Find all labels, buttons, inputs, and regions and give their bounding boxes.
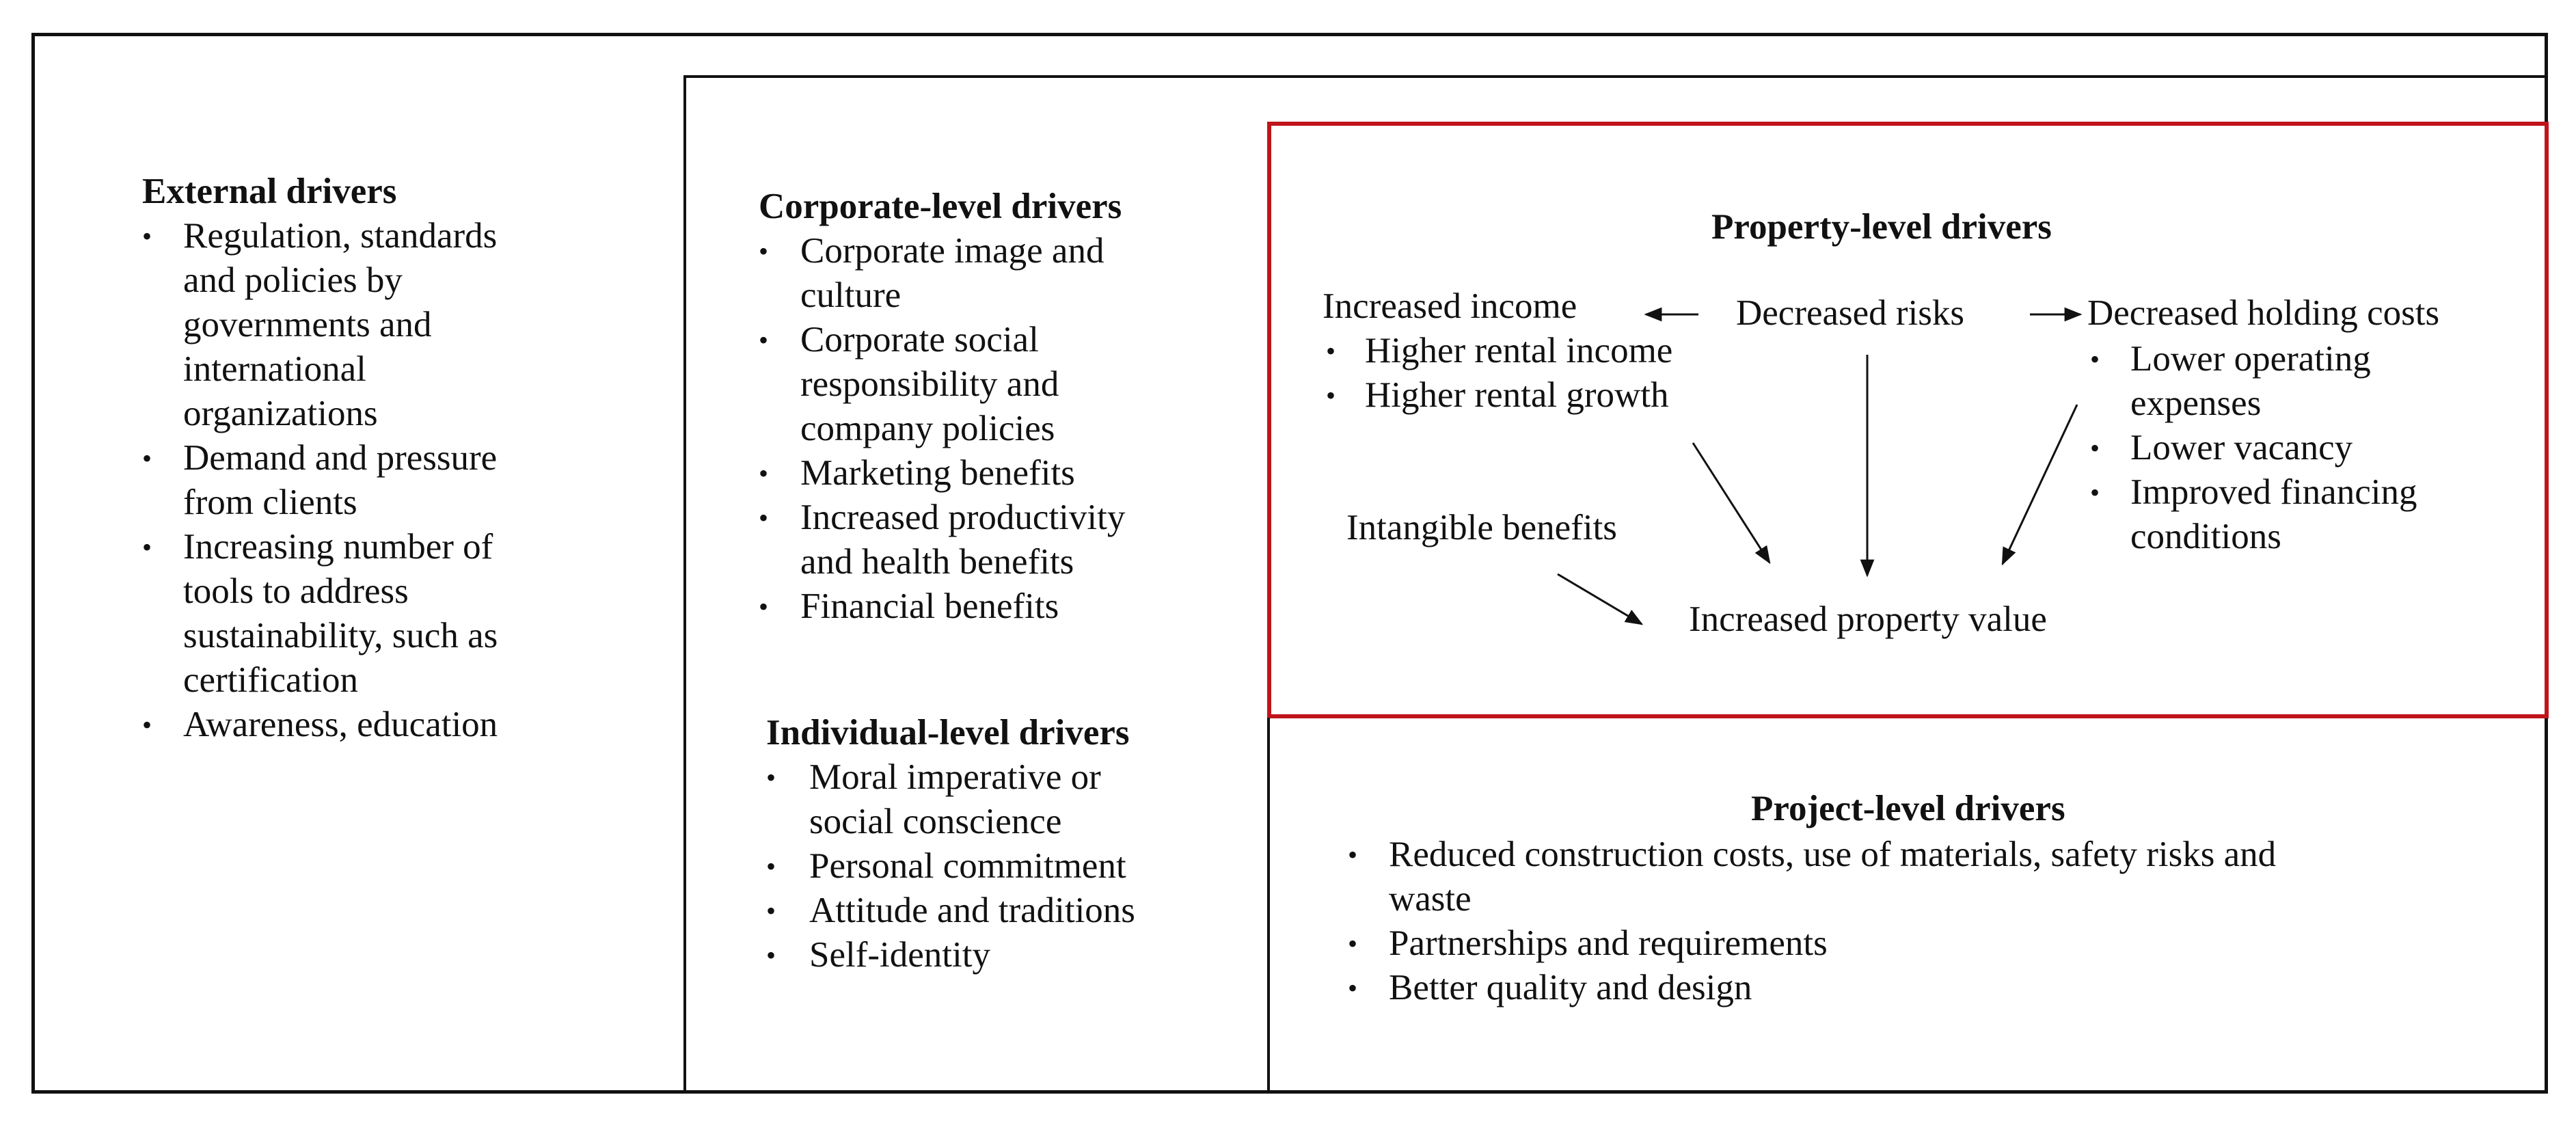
bullet-icon: • [142, 443, 152, 474]
list-item-text: Moral imperative or [809, 757, 1101, 797]
list-item-text: social conscience [809, 802, 1062, 841]
decreased-risks-label: Decreased risks [1736, 293, 1965, 333]
bullet-icon: • [759, 502, 769, 533]
list-item [766, 933, 1135, 977]
list-item [759, 407, 1125, 451]
list-item [142, 392, 498, 436]
list-item [1348, 921, 2276, 966]
list-item [759, 540, 1125, 584]
list-item [142, 569, 498, 614]
list-item-text: Improved financing [2130, 472, 2417, 512]
list-item-text: responsibility and [800, 364, 1059, 404]
bullet-icon: • [766, 940, 776, 971]
list-item-text: Personal commitment [809, 846, 1126, 886]
list-item [142, 303, 498, 347]
list-item [1348, 833, 2276, 877]
bullet-icon: • [1326, 336, 1336, 366]
list-item-text: Increased productivity [800, 498, 1126, 537]
list-item [1348, 877, 2276, 921]
list-item-text: governments and [183, 305, 432, 344]
bullet-icon: • [1348, 839, 1358, 870]
external-drivers-title: External drivers [142, 172, 397, 211]
bullet-icon: • [2090, 477, 2100, 508]
list-item-text: Marketing benefits [800, 453, 1075, 493]
list-item-text: Better quality and design [1389, 968, 1752, 1007]
list-item-text: Regulation, standards [183, 216, 498, 256]
list-item [2090, 381, 2417, 426]
external-drivers-list [142, 214, 498, 747]
list-item [766, 755, 1135, 800]
list-item-text: Increasing number of [183, 527, 493, 567]
list-item-text: international [183, 349, 366, 389]
corporate-drivers-title: Corporate-level drivers [759, 187, 1122, 226]
list-item [759, 496, 1125, 540]
list-item [759, 229, 1125, 273]
corporate-drivers-list [759, 229, 1125, 629]
bullet-icon: • [766, 895, 776, 926]
list-item-text: waste [1389, 879, 1472, 919]
list-item-text: tools to address [183, 571, 409, 611]
intangible-benefits-label: Intangible benefits [1346, 508, 1617, 547]
list-item [142, 525, 498, 569]
list-item [759, 362, 1125, 407]
list-item [2090, 470, 2417, 515]
list-item [759, 451, 1125, 496]
list-item-text: and health benefits [800, 542, 1074, 582]
list-item-text: Partnerships and requirements [1389, 923, 1828, 963]
list-item-text: company policies [800, 409, 1055, 448]
list-item-text: and policies by [183, 260, 403, 300]
list-item [766, 844, 1135, 889]
list-item [766, 889, 1135, 933]
list-item-text: organizations [183, 394, 378, 433]
list-item-text: Self-identity [809, 935, 990, 975]
bullet-icon: • [759, 325, 769, 355]
bullet-icon: • [1348, 928, 1358, 959]
list-item-text: Lower vacancy [2130, 428, 2353, 468]
list-item [142, 481, 498, 525]
list-item-text: from clients [183, 483, 357, 522]
bullet-icon: • [759, 458, 769, 489]
list-item [759, 273, 1125, 318]
list-item [1348, 966, 2276, 1010]
list-item-text: certification [183, 660, 359, 700]
list-item [759, 318, 1125, 362]
increased-income-list [1326, 329, 1672, 418]
list-item [2090, 426, 2417, 470]
list-item-text: Reduced construction costs, use of materials, safety risks and [1389, 835, 2277, 874]
bullet-icon: • [142, 532, 152, 563]
list-item [142, 214, 498, 258]
bullet-icon: • [142, 709, 152, 740]
bullet-icon: • [766, 762, 776, 793]
list-item [142, 347, 498, 392]
list-item [1326, 329, 1672, 373]
list-item-text: expenses [2130, 383, 2262, 423]
bullet-icon: • [759, 591, 769, 622]
list-item [2090, 337, 2417, 381]
project-divider [1267, 718, 1270, 1094]
bullet-icon: • [2090, 433, 2100, 463]
list-item-text: culture [800, 275, 901, 315]
list-item-text: Financial benefits [800, 586, 1059, 626]
list-item-text: Higher rental growth [1365, 375, 1669, 415]
project-drivers-list [1348, 833, 2276, 1010]
list-item [142, 614, 498, 658]
list-item [1326, 373, 1672, 418]
list-item-text: Lower operating [2130, 339, 2371, 379]
property-drivers-title: Property-level drivers [1711, 207, 2052, 247]
list-item [766, 800, 1135, 844]
list-item-text: conditions [2130, 517, 2281, 556]
decreased-holding-costs-list [2090, 337, 2417, 559]
list-item [142, 658, 498, 703]
bullet-icon: • [759, 236, 769, 267]
bullet-icon: • [142, 221, 152, 252]
bullet-icon: • [2090, 344, 2100, 375]
list-item-text: Higher rental income [1365, 331, 1673, 370]
bullet-icon: • [1326, 380, 1336, 411]
individual-drivers-list [766, 755, 1135, 977]
increased-property-value-label: Increased property value [1689, 599, 2047, 639]
list-item-text: Attitude and traditions [809, 891, 1135, 930]
project-drivers-title: Project-level drivers [1751, 789, 2065, 828]
list-item-text: Awareness, education [183, 705, 498, 744]
list-item [2090, 515, 2417, 559]
list-item-text: Corporate image and [800, 231, 1104, 271]
increased-income-label: Increased income [1323, 286, 1577, 326]
list-item-text: Corporate social [800, 320, 1039, 360]
individual-drivers-title: Individual-level drivers [766, 713, 1130, 753]
list-item [759, 584, 1125, 629]
list-item [142, 703, 498, 747]
bullet-icon: • [766, 851, 776, 882]
list-item-text: Demand and pressure [183, 438, 498, 478]
bullet-icon: • [1348, 973, 1358, 1003]
list-item [142, 436, 498, 481]
list-item [142, 258, 498, 303]
decreased-holding-costs-label: Decreased holding costs [2087, 293, 2440, 333]
list-item-text: sustainability, such as [183, 616, 498, 655]
